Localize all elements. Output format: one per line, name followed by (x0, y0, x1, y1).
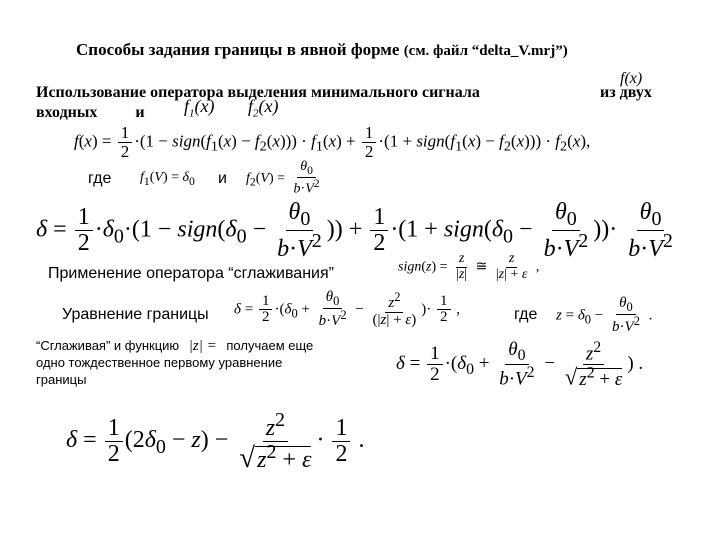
note-part2: получаем еще (226, 338, 314, 353)
formula-delta-main: δ = $\frac{1}{2}$ $\cdot\delta_0\cdot(1$ − $sign(\delta_0$ − $\frac{\theta_0}{b\cdot V^2}$ )) + $\frac{1}{2}$ $\cdot(1 + sign(\delta_0$ − $\frac{\theta_0}{b\cdot V^2}$ ))· $\frac{\theta_0}{b\cdot V^2}$ (36, 199, 673, 262)
z-definition: $z = \delta_0$ − $\frac{\theta_0}{b\cdot V^2}$ . (556, 295, 653, 336)
intro-text-main: Использование оператора выделения минимального сигнала (36, 84, 480, 101)
formula-sqrt-right: δ = $\frac{1}{2}$ $\cdot(\delta_0$ + $\frac{\theta_0}{b\cdot V^2}$ − $\frac{z^2}{√ z^2 + \varepsilon}$ ) . (396, 339, 644, 390)
note-line2: одно тождественное первому уравнение (36, 355, 283, 370)
formula-bottom: δ = $\frac{1}{2}$ $(2\delta_0 - z)$ − $\frac{z^2}{√z^2 + \varepsilon}$ · $\frac{1}{2}$ . (66, 409, 365, 475)
formula-min-operator: f(x) = $\frac{1}{2}$ $\cdot(1 - sign(f_1(x) - f_2(x))) \cdot f_1(x)$ + $\frac{1}{2}$ $\cdot(1 + sign(f_1(x) - f_2(x))) \cdot f_2(x)$, (74, 123, 591, 161)
note-line1 (36, 338, 313, 355)
boundary-label: Уравнение границы (62, 306, 209, 323)
f2-definition: $f_2(V)$ = $\frac{\theta_0}{b\cdot V^2}$ (246, 159, 320, 197)
where-word: где (88, 170, 112, 187)
where-line (88, 170, 111, 188)
sign-smoothing-formula: sign(z) = $\frac{z}{|z|}$ ≅ $\frac{z}{|z| + \varepsilon}$ , (398, 251, 540, 282)
boundary-formula: δ = $\frac{1}{2}$ $\cdot(\delta_0$ + $\frac{\theta_0}{b\cdot V^2}$ − $\frac{z^2}{(|z| + \varepsilon)}$ )· $\frac{1}{2}$ , (234, 289, 461, 330)
note-line3: границы (36, 372, 87, 387)
where-word-2: где (514, 306, 538, 323)
note-part1: “Сглаживая” и функцию (36, 338, 180, 353)
title-reference: (см. файл “delta_V.mrj”) (403, 43, 568, 59)
smoothing-label: Применение оператора “сглаживания” (48, 265, 334, 282)
f2-formula: $f_2(x)$ (248, 96, 279, 120)
title-main: Способы задания границы в явной форме (76, 40, 400, 59)
intro-tail: из двух (600, 84, 652, 101)
f1-definition: $f_1(V) = \delta_0$ (140, 170, 195, 188)
intro-fx-formula: f(x) (620, 70, 643, 87)
and-word: и (218, 170, 227, 187)
f1-formula: $f_1(x)$ (184, 96, 215, 120)
intro-line2 (36, 104, 145, 122)
intro-and-word: и (135, 104, 145, 121)
slide-title (76, 40, 568, 60)
intro-line2-text: входных (36, 104, 98, 121)
abs-z-formula: |z| = (188, 338, 217, 354)
